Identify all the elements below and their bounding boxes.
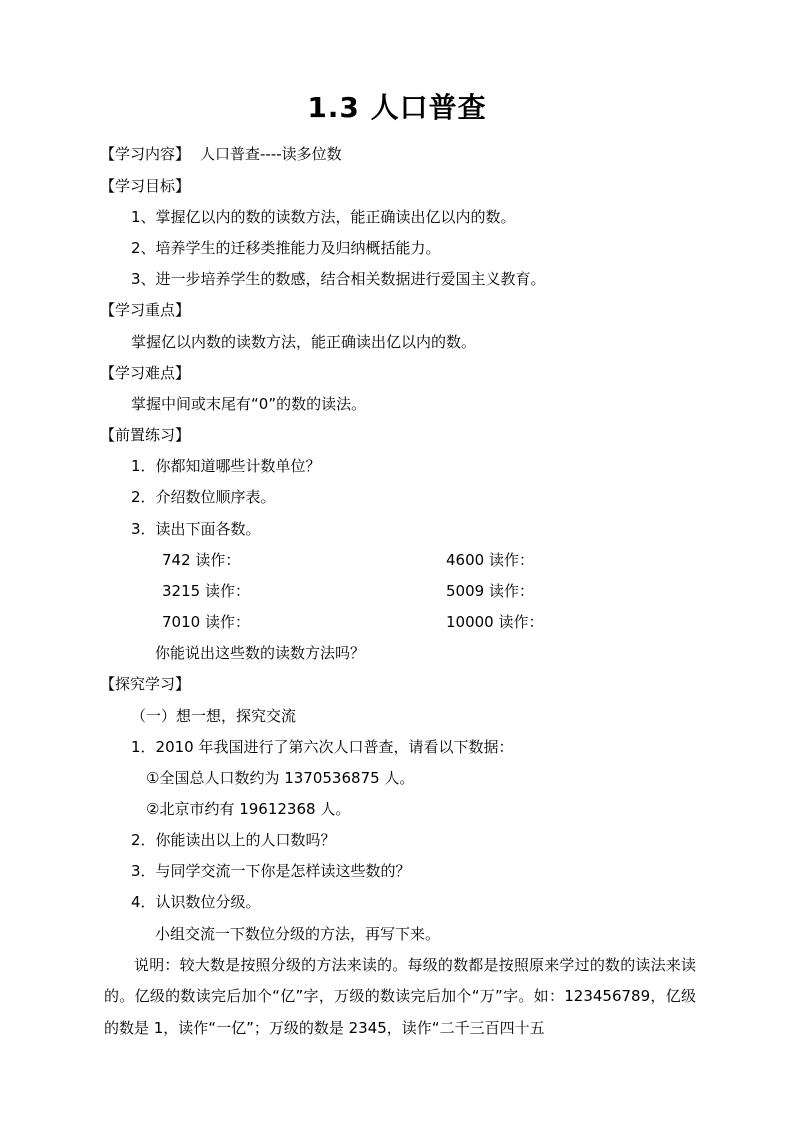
objective-item: 1、掌握亿以内的数的读数方法，能正确读出亿以内的数。 <box>131 208 516 226</box>
section-label-explore: 【探究学习】 <box>100 675 191 693</box>
explanation-paragraph: 说明：较大数是按照分级的方法来读的。每级的数都是按照原来学过的数的读法来读的。亿级的数读完后加个“亿”字，万级的数读完后加个“万”字。如：123456789，亿级的数是 1，读作“一亿”；万级的数是 2345，读作“二千三百四十五 <box>104 956 696 1037</box>
explore-item: 1．2010 年我国进行了第六次人口普查，请看以下数据： <box>131 738 514 756</box>
key-points-text: 掌握亿以内数的读数方法，能正确读出亿以内的数。 <box>131 333 477 351</box>
population-data-item: ②北京市约有 19612368 人。 <box>146 800 351 818</box>
objective-item: 3、进一步培养学生的数感，结合相关数据进行爱国主义教育。 <box>131 270 546 288</box>
group-task: 小组交流一下数位分级的方法，再写下来。 <box>155 925 441 943</box>
preview-item: 2．介绍数位顺序表。 <box>131 488 276 506</box>
explore-item: 3．与同学交流一下你是怎样读这些数的？ <box>131 862 411 880</box>
number-to-read: 10000 读作： <box>446 613 544 631</box>
section-label-objectives: 【学习目标】 <box>100 177 191 195</box>
population-data-item: ①全国总人口数约为 1370536875 人。 <box>146 769 415 787</box>
difficulties-text: 掌握中间或末尾有“0”的数的读法。 <box>131 395 367 413</box>
number-to-read: 4600 读作： <box>446 551 534 569</box>
number-to-read: 3215 读作： <box>162 582 250 600</box>
explore-subsection-title: （一）想一想，探究交流 <box>131 707 297 725</box>
section-label-preview: 【前置练习】 <box>100 426 191 444</box>
preview-question: 你能说出这些数的读数方法吗？ <box>155 644 366 662</box>
explore-item: 4．认识数位分级。 <box>131 893 261 911</box>
page-title: 1.3 人口普查 <box>307 91 487 124</box>
number-to-read: 5009 读作： <box>446 582 534 600</box>
number-to-read: 742 读作： <box>162 551 241 569</box>
preview-item: 1．你都知道哪些计数单位？ <box>131 457 321 475</box>
section-label-difficulties: 【学习难点】 <box>100 364 191 382</box>
preview-item: 3．读出下面各数。 <box>131 520 261 538</box>
section-label-content: 【学习内容】 <box>100 145 191 163</box>
section-label-key-points: 【学习重点】 <box>100 301 191 319</box>
explore-item: 2．你能读出以上的人口数吗？ <box>131 831 336 849</box>
objective-item: 2、培养学生的迁移类推能力及归纳概括能力。 <box>131 239 441 257</box>
content-text: 人口普查----读多位数 <box>200 145 342 163</box>
number-to-read: 7010 读作： <box>162 613 250 631</box>
